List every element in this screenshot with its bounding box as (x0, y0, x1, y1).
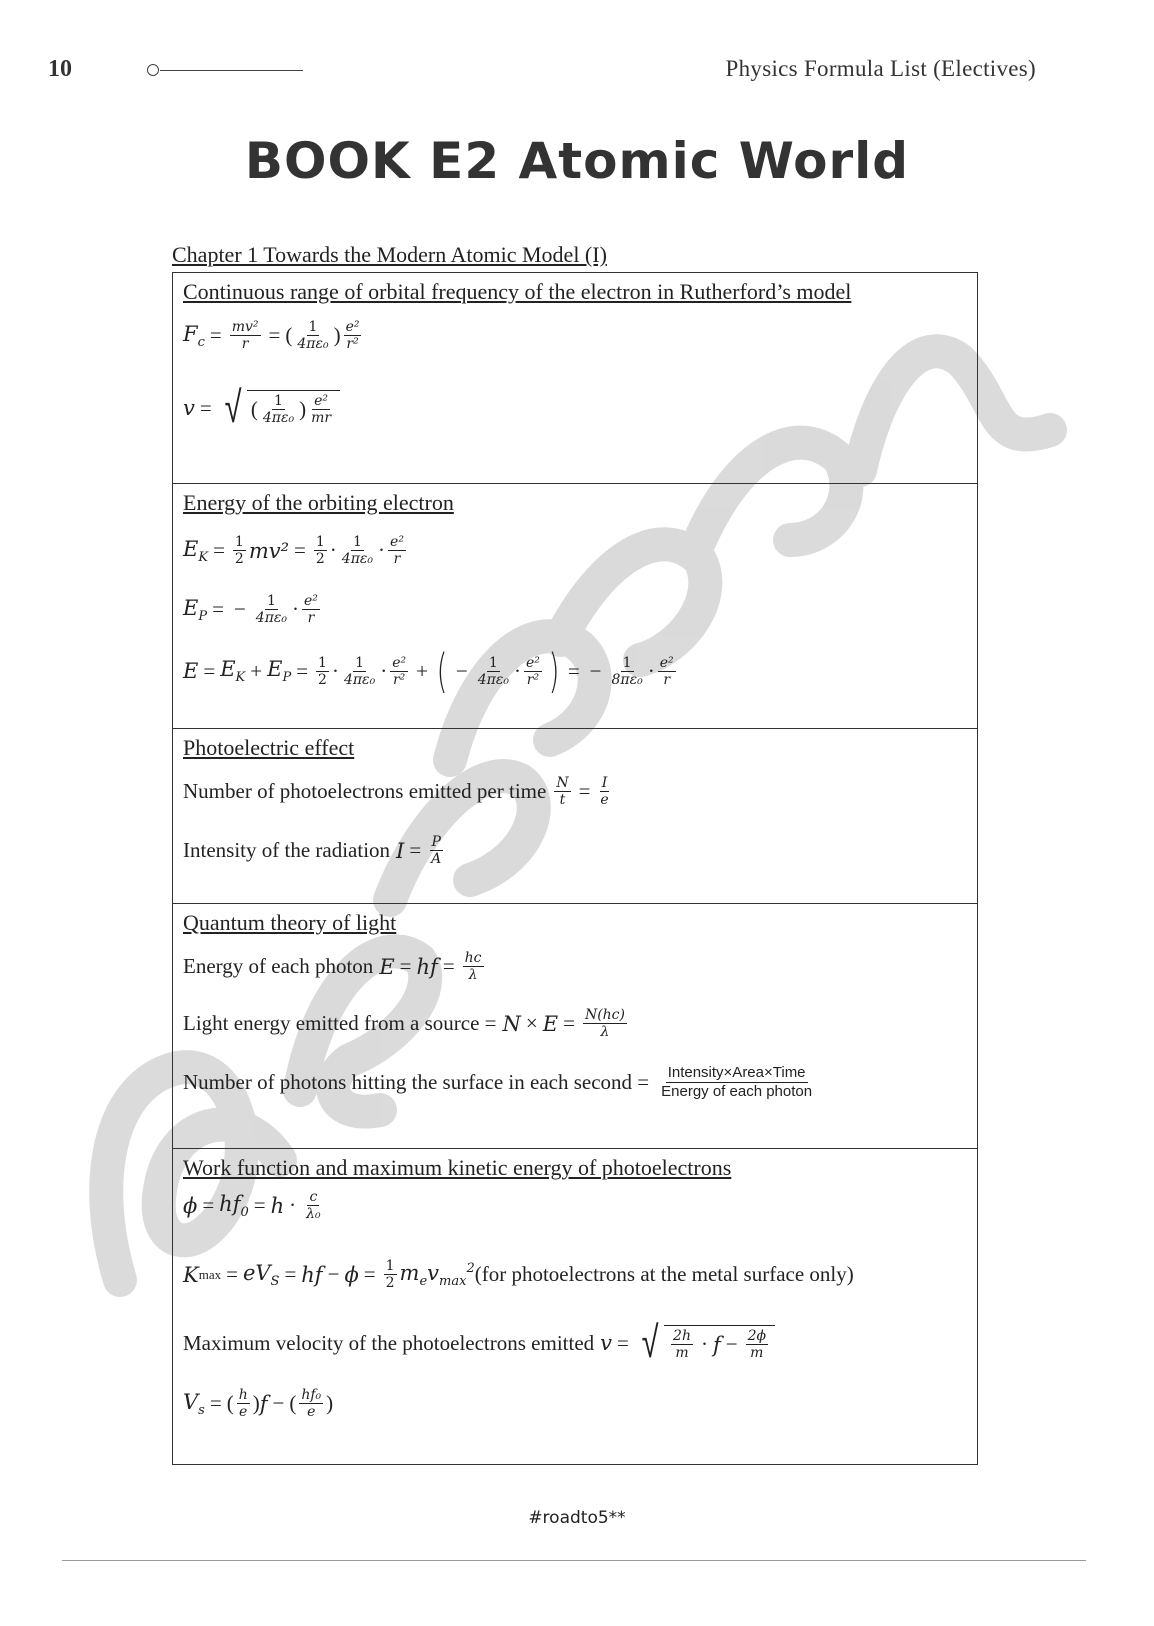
section-heading: Quantum theory of light (183, 910, 397, 935)
chapter-heading: Chapter 1 Towards the Modern Atomic Model (I) (172, 242, 607, 267)
formula-kmax: K max = $eV_S$ = hf − ϕ = $\frac{1}{2}$ $m_ev_{max}^2$ (for photoelectrons at the metal surface only) (183, 1258, 854, 1292)
formula-table (172, 272, 978, 1465)
header-decoration-line (160, 70, 303, 71)
formula-kinetic-energy: $E_K$ = $\frac{1}{2}$ mv² = $\frac{1}{2}$ · $\frac{1}{\text{4πε₀}}$ · $\frac{\text{e²}}{r}$ (183, 534, 404, 568)
fraction-numerator: Intensity×Area×Time (667, 1064, 806, 1082)
header-decoration-circle (147, 64, 159, 76)
formula-label: Light energy emitted from a source = (183, 1011, 497, 1036)
fraction-denominator: Energy of each photon (661, 1082, 813, 1100)
formula-source-energy: Light energy emitted from a source = N × E = $\frac{N(hc)}{\lambda}$ (183, 1007, 625, 1041)
footer-divider (62, 1560, 1086, 1561)
section-heading: Continuous range of orbital frequency of the electron in Rutherford’s model (183, 279, 852, 304)
section-heading: Energy of the orbiting electron (183, 490, 454, 515)
formula-label: Maximum velocity of the photoelectrons emitted (183, 1330, 595, 1355)
formula-label: Energy of each photon (183, 954, 374, 979)
formula-stopping-voltage: $V_s$ = ( $\frac{h}{e}$ ) f − ( $\frac{\text{hf₀}}{e}$ ) (183, 1387, 334, 1421)
formula-label: Number of photoelectrons emitted per time (183, 779, 547, 804)
formula-intensity: Intensity of the radiation I = $\frac{P}{A}$ (183, 834, 442, 868)
section-rutherford (172, 272, 978, 484)
formula-orbital-speed: v = √ ( $\frac{1}{\text{4πε₀}}$ ) $\frac{\text{e²}}{mr}$ (183, 386, 967, 430)
formula-photon-energy: Energy of each photon E = hf = $\frac{hc}{\lambda}$ (183, 950, 482, 984)
header-title: Physics Formula List (Electives) (725, 56, 1036, 81)
section-heading: Photoelectric effect (183, 735, 355, 760)
section-photoelectric (172, 729, 978, 904)
section-energy (172, 484, 978, 729)
formula-potential-energy: $E_P$ = − $\frac{1}{\text{4πε₀}}$ · $\frac{\text{e²}}{r}$ (183, 593, 318, 627)
formula-label: Intensity of the radiation (183, 838, 391, 863)
formula-max-velocity: Maximum velocity of the photoelectrons emitted v = √ $\frac{2h}{m}$ · f − $\frac{2\phi}{m}$ (183, 1321, 967, 1365)
formula-photoelectrons-rate: Number of photoelectrons emitted per time $\frac{N}{t}$ = $\frac{I}{e}$ (183, 775, 609, 809)
section-quantum (172, 904, 978, 1149)
footer-hashtag: #roadto5** (528, 1508, 626, 1528)
formula-total-energy: E = $E_K$ + $E_P$ = $\frac{1}{2}$ · $\frac{1}{\text{4πε₀}}$ · $\frac{\text{e²}}{\text{r²}}$ + ( − $\frac{1}{\text{4πε₀}}$ · $\frac{\text{e²}}{\text{r²}}$ ) = − $\frac{1}{\text{8πε₀}}$ · $\frac{\text{e²}}{r}$ (183, 644, 674, 699)
formula-centripetal-force: $F_c$ = $\frac{\text{mv²}}{r}$ = ( $\frac{1}{\text{4πε₀}}$ ) $\frac{\text{e²}}{\text{r²}}$ (183, 319, 360, 353)
page-number: 10 (48, 56, 72, 82)
formula-note: (for photoelectrons at the metal surface only) (474, 1262, 854, 1287)
book-title: BOOK E2 Atomic World (244, 132, 910, 190)
section-heading: Work function and maximum kinetic energy of photoelectrons (183, 1155, 732, 1180)
formula-work-function: ϕ = $hf_0$ = h · $\frac{c}{\text{λ₀}}$ (183, 1189, 321, 1223)
formula-photons-per-second (183, 1064, 967, 1100)
section-work-function (172, 1149, 978, 1465)
formula-label: Number of photons hitting the surface in each second = (183, 1069, 650, 1094)
